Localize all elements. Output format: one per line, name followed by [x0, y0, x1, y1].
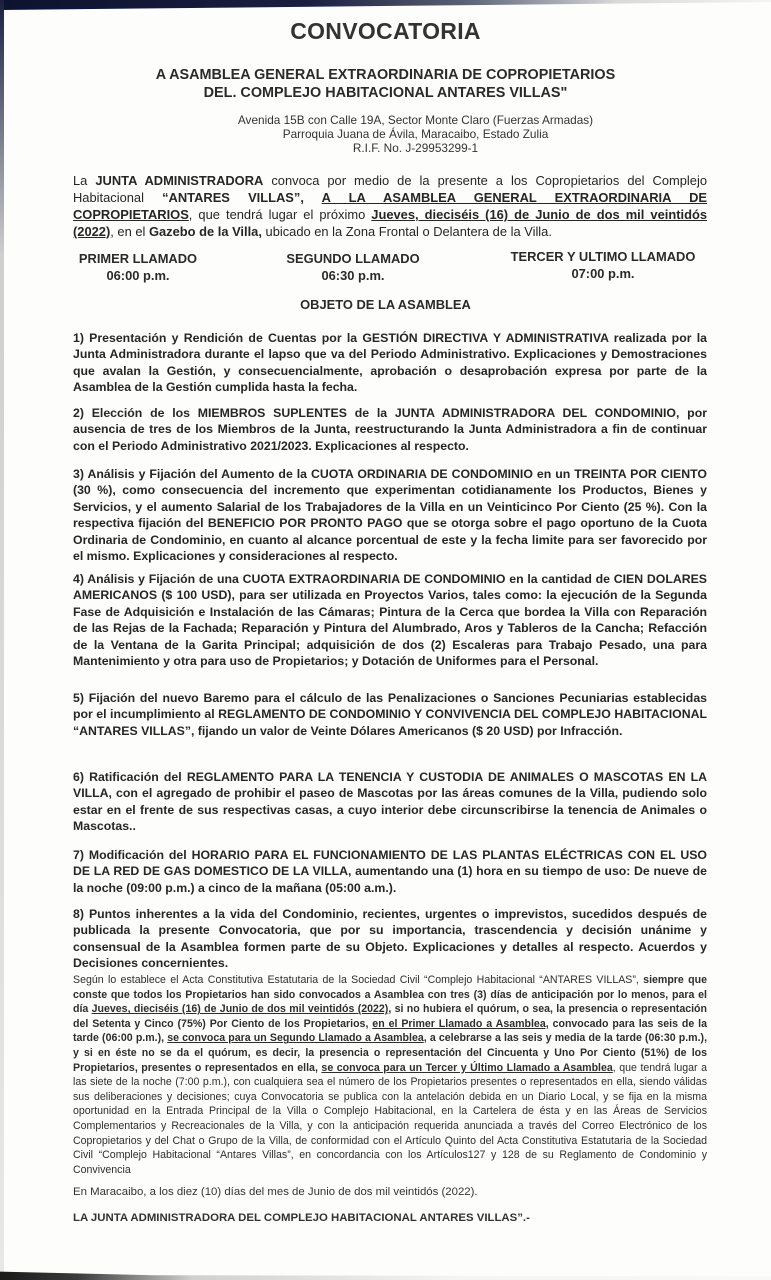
agenda-item-6: 6) Ratificación del REGLAMENTO PARA LA TENENCIA Y CUSTODIA DE ANIMALES O MASCOTAS EN LA VILLA, con el agregado de prohibir el paseo de Mascotas por las áreas comunes de la Villa, pudiendo solo estar en el frente de sus respectivas casas, a cuyo interior debe circunscribirse la tenencia de Animales o Mascotas.. [73, 770, 707, 834]
first-call [73, 250, 203, 284]
legal-text: siempre que conste que todos los Propietarios han sido convocados a Asamblea con tres (3) días de anticipación por lo menos, para el día [73, 974, 707, 1016]
document-title: CONVOCATORIA [290, 18, 481, 44]
legal-paragraph [73, 973, 707, 1177]
intro-paragraph [73, 172, 707, 240]
call-label: PRIMER LLAMADO [78, 251, 198, 266]
address-block [0, 113, 771, 155]
legal-text: Según lo establece el Acta Constitutiva Estatutaria de la Sociedad Civil “Complejo Habitacional “ANTARES VILLAS”, [73, 974, 644, 986]
place-and-date: En Maracaibo, a los diez (10) días del mes de Junio de dos mil veintidós (2022). [73, 1186, 478, 1198]
legal-second-call: se convoca para un Segundo Llamado a Asamblea [167, 1032, 424, 1045]
intro-villa-name: “ANTARES VILLAS”, [162, 190, 322, 205]
intro-text: , que tendrá lugar el próximo [188, 207, 372, 222]
legal-text: , a celebrarse a las seis y media de la tarde (06:30 p.m.), y si en éste no se da el quórum, es decir, la presencia o representación del Cincuenta y Uno Por Ciento (51%) de los Propietarios, presentes o representados en ella, [73, 1032, 708, 1074]
legal-first-call: en el Primer Llamado a Asamblea, [372, 1017, 549, 1030]
intro-date: Jueves, dieciséis (16) de Junio de dos mil veintidós (2022) [73, 207, 707, 239]
signature-line: LA JUNTA ADMINISTRADORA DEL COMPLEJO HABITACIONAL ANTARES VILLAS”.- [73, 1212, 530, 1224]
subtitle-line-1: A ASAMBLEA GENERAL EXTRAORDINARIA DE COPROPIETARIOS [155, 67, 616, 83]
paper-bottom-shadow [0, 1268, 771, 1280]
agenda-item-2: 2) Elección de los MIEMBROS SUPLENTES de la JUNTA ADMINISTRADORA DEL CONDOMINIO, por ausencia de tres de los Miembros de la Junta, reestructurando la Junta Administradora a fin de continuar con el Periodo Administrativo 2021/2023. Explicaciones al respecto. [73, 406, 707, 453]
intro-junta: JUNTA ADMINISTRADORA [95, 173, 264, 188]
intro-text: , en el [110, 224, 149, 239]
paper-top-shadow [0, 0, 771, 10]
legal-date: Jueves, dieciséis (16) de Junio de dos mil veintidós (2022) [91, 1003, 389, 1016]
call-time: 06:00 p.m. [106, 268, 170, 283]
document-subtitle [0, 66, 771, 102]
second-call [278, 250, 428, 284]
intro-text: convoca por medio de la presente a los Copropietarios del Complejo Habitacional [73, 173, 708, 205]
legal-text: , que tendrá lugar a las siete de la noche (7:00 p.m.), con cualquiera sea el número de los Propietarios presentes o representados en ella, siendo válidas sus deliberaciones y decisiones; cuya Convocatoria se publica con la antelación debida en un Diario Local, y se fija en la misma oportunidad en la Entrada Principal de la Villa o Complejo Habitacional, en la Cartelera de ésta y en las Áreas de Servicios Complementarios y Recreacionales de la Villa, y con la anticipación requerida anunciada a través del Correo Electrónico de los Copropietarios y del Chat o Grupo de la Villa, de conformidad con el Artículo Quinto del Acta Constitutiva Estatutaria de la Sociedad Civil “Complejo Habitacional “Antares Villas”, en concordancia con los Artículos127 y 128 de su Reglamento de Condominio y Convivencia [73, 1061, 707, 1176]
intro-location: Gazebo de la Villa, [148, 224, 262, 239]
intro-text: ubicado en la Zona Frontal o Delantera de la Villa. [261, 224, 552, 239]
call-label: TERCER Y ULTIMO LLAMADO [510, 249, 696, 264]
intro-text: La [73, 173, 96, 188]
call-time: 07:00 p.m. [571, 266, 635, 281]
agenda-heading: OBJETO DE LA ASAMBLEA [300, 297, 471, 312]
agenda-item-4: 4) Análisis y Fijación de una CUOTA EXTRAORDINARIA DE CONDOMINIO en la cantidad de CIEN DOLARES AMERICANOS ($ 100 USD), para ser utilizada en Proyectos Varios, tales como: la ejecución de la Segunda Fase de Adquisición e Instalación de las Cámaras; Pintura de la Cerca que bordea la Villa con Reparación de las Rejas de la Fachada; Reparación y Pintura del Alumbrado, Aros y Tableros de la Cancha; Refacción de la Ventana de la Garita Principal; adquisición de dos (2) Escaleras para Trabajo Pesado, una para Mantenimiento y otra para uso de Propietarios; y Dotación de Uniformes para el Personal. [73, 572, 707, 669]
third-call [498, 248, 708, 282]
agenda-item-1: 1) Presentación y Rendición de Cuentas por la GESTIÓN DIRECTIVA Y ADMINISTRATIVA realizada por la Junta Administradora durante el lapso que va del Periodo Administrativo. Explicaciones y Demostraciones que avalan la Gestión, y consecuencialmente, aprobación o desaprobación expresa por parte de la Asamblea de la Gestión cumplida hasta la fecha. [73, 331, 707, 395]
subtitle-line-2: DEL. COMPLEJO HABITACIONAL ANTARES VILLAS" [203, 85, 568, 101]
call-label: SEGUNDO LLAMADO [286, 251, 420, 266]
agenda-item-5: 5) Fijación del nuevo Baremo para el cálculo de las Penalizaciones o Sanciones Pecuniarias establecidas por el incumplimiento al REGLAMENTO DE CONDOMINIO Y CONVIVENCIA DEL COMPLEJO HABITACIONAL “ANTARES VILLAS”, fijando un valor de Veinte Dólares Americanos ($ 20 USD) por Infracción. [73, 691, 707, 738]
address-line-1: Avenida 15B con Calle 19A, Sector Monte Claro (Fuerzas Armadas) [237, 113, 594, 127]
paper-left-shadow [0, 0, 4, 1280]
call-schedule [73, 250, 707, 290]
agenda-item-3: 3) Análisis y Fijación del Aumento de la CUOTA ORDINARIA DE CONDOMINIO en un TREINTA POR CIENTO (30 %), como consecuencia del incremento que experimentan cotidianamente los Productos, Bienes y Servicios, y el aumento Salarial de los Trabajadores de la Villa en un Veinticinco Por Ciento (25 %). Con la respectiva fijación del BENEFICIO POR PRONTO PAGO que se otorga sobre el pago oportuno de la Cuota Ordinaria de Condominio, en cuanto al alcance porcentual de este y la fecha limite para ser favorecido por el mismo. Explicaciones y consideraciones al respecto. [73, 467, 707, 564]
legal-text: convocado para las seis de la tarde (06:00 p.m.), [73, 1017, 707, 1045]
rif-number: R.I.F. No. J-29953299-1 [352, 141, 479, 155]
agenda-item-8: 8) Puntos inherentes a la vida del Condominio, recientes, urgentes o imprevistos, sucedidos después de publicada la presente Convocatoria, que por su importancia, trascendencia y decisión unánime y consensual de la Asamblea formen parte de su Objeto. Explicaciones y detalles al respecto. Acuerdos y Decisiones concernientes. [73, 907, 707, 971]
legal-third-call: se convoca para un Tercer y Último Llamado a Asamblea [321, 1061, 613, 1074]
call-time: 06:30 p.m. [321, 268, 385, 283]
legal-text: , si no hubiera el quórum, o sea, la presencia o representación del Setenta y Cinco (75%) Por Ciento de los Propietarios, [73, 1003, 707, 1030]
address-line-2: Parroquia Juana de Ávila, Maracaibo, Estado Zulia [282, 127, 549, 141]
intro-assembly-type: A LA ASAMBLEA GENERAL EXTRAORDINARIA DE COPROPIETARIOS [73, 190, 708, 222]
agenda-item-7: 7) Modificación del HORARIO PARA EL FUNCIONAMIENTO DE LAS PLANTAS ELÉCTRICAS CON EL USO DE LA RED DE GAS DOMESTICO DE LA VILLA, aumentando una (1) hora en su tiempo de uso: De nueve de la noche (09:00 p.m.) a cinco de la mañana (05:00 a.m.). [73, 848, 707, 895]
